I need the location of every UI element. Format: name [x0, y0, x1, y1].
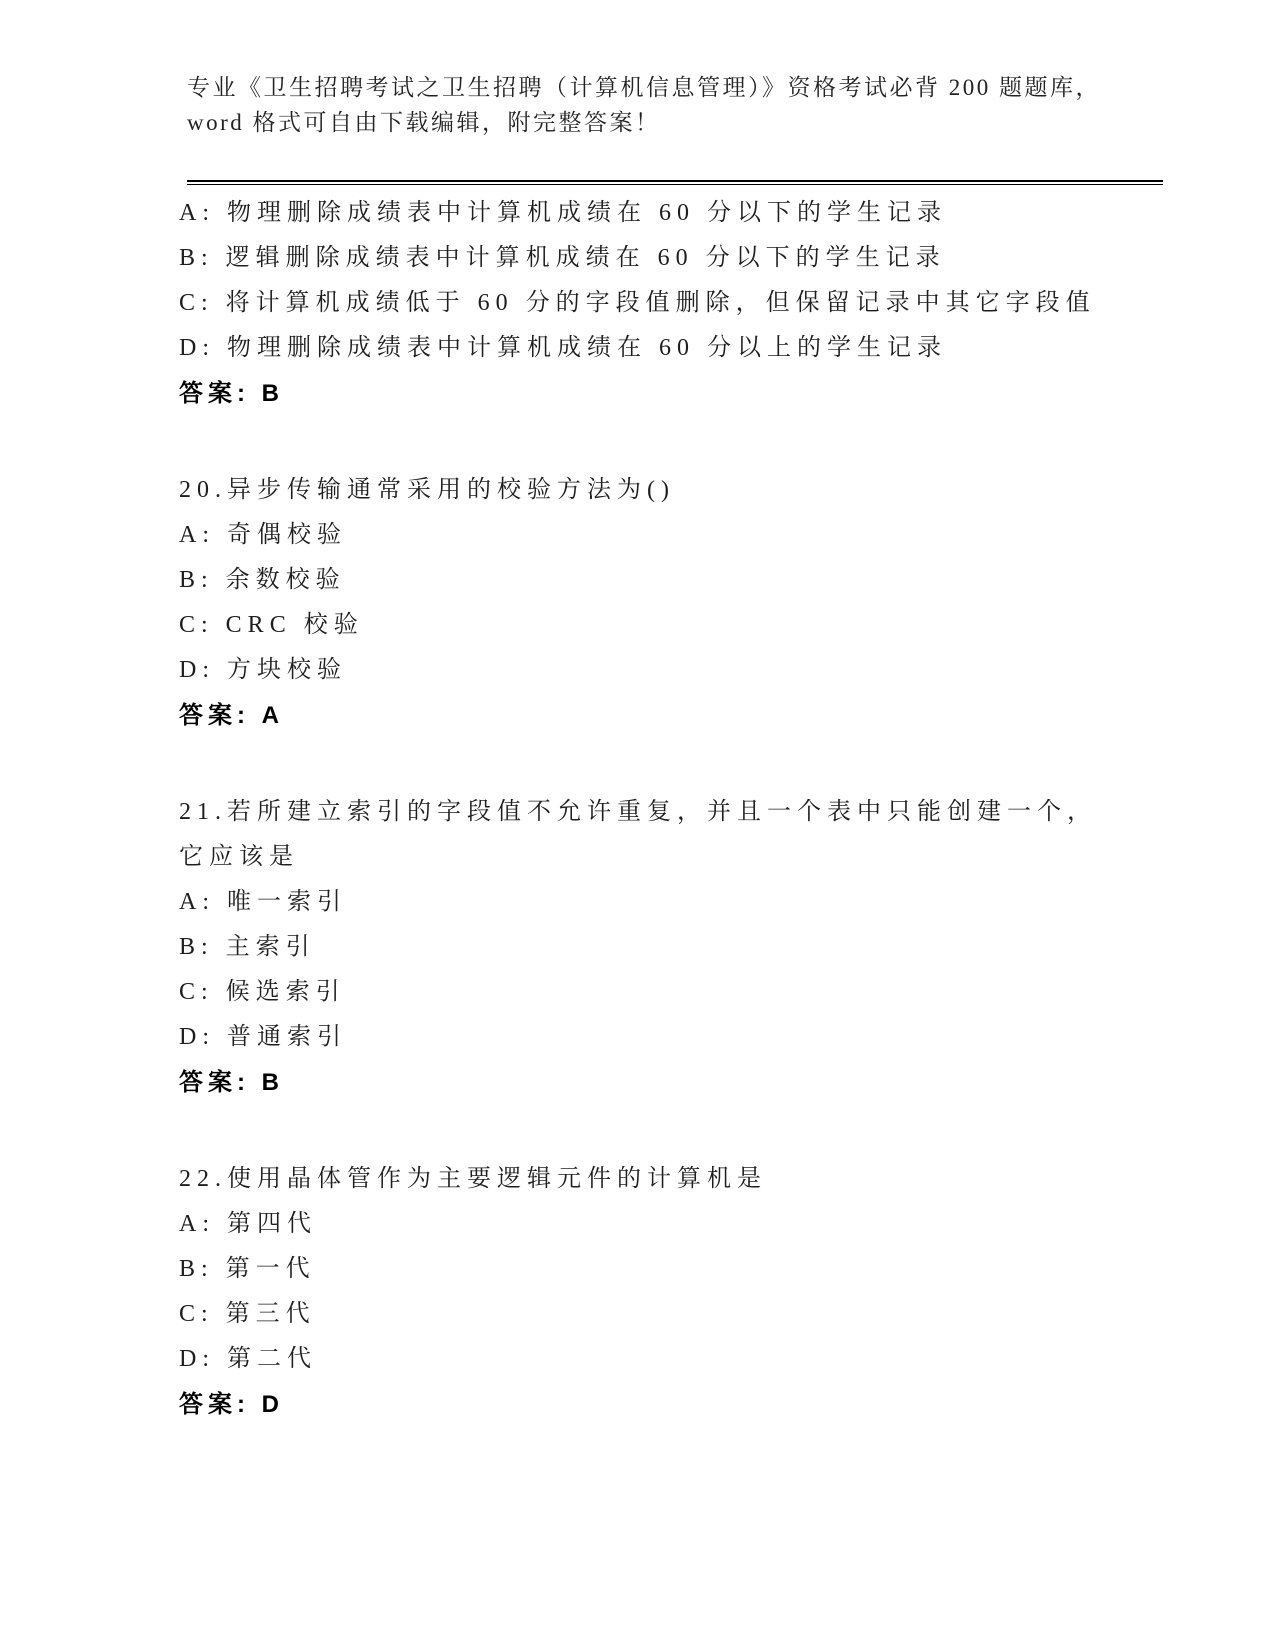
option-line-a: A: 唯一索引 — [179, 889, 347, 915]
question-block-20 — [179, 468, 1189, 738]
option-line-a: A: 奇偶校验 — [179, 522, 347, 548]
option-line-a: A: 第四代 — [179, 1211, 317, 1237]
question-block-22 — [179, 1157, 1189, 1427]
header-line-1: 专业《卫生招聘考试之卫生招聘（计算机信息管理）》资格考试必背 200 题题库， — [187, 75, 1101, 100]
answer-line: 答案: B — [179, 380, 284, 407]
option-line-b: B: 余数校验 — [179, 567, 346, 593]
page-header — [187, 70, 1167, 140]
question-block-19 — [179, 191, 1189, 416]
option-line-d: D: 方块校验 — [179, 657, 347, 683]
question-text-line: 21.若所建立索引的字段值不允许重复，并且一个表中只能创建一个， — [179, 799, 1097, 825]
question-text-line: 20.异步传输通常采用的校验方法为() — [179, 477, 675, 503]
option-line-c: C: 将计算机成绩低于 60 分的字段值删除，但保留记录中其它字段值 — [179, 290, 1096, 316]
question-block-21 — [179, 790, 1189, 1105]
option-line-d: D: 普通索引 — [179, 1024, 347, 1050]
header-line-2: word 格式可自由下载编辑，附完整答案！ — [187, 110, 661, 135]
question-text-line: 22.使用晶体管作为主要逻辑元件的计算机是 — [179, 1166, 767, 1192]
option-line-b: B: 逻辑删除成绩表中计算机成绩在 60 分以下的学生记录 — [179, 245, 946, 271]
option-line-a: A: 物理删除成绩表中计算机成绩在 60 分以下的学生记录 — [179, 200, 947, 226]
answer-line: 答案: B — [179, 1069, 284, 1096]
option-line-b: B: 第一代 — [179, 1256, 316, 1282]
option-line-b: B: 主索引 — [179, 934, 316, 960]
option-line-c: C: 候选索引 — [179, 979, 346, 1005]
header-divider-rule — [187, 180, 1163, 185]
option-line-c: C: 第三代 — [179, 1301, 316, 1327]
option-line-c: C: CRC 校验 — [179, 612, 364, 638]
answer-line: 答案: A — [179, 702, 284, 729]
option-line-d: D: 物理删除成绩表中计算机成绩在 60 分以上的学生记录 — [179, 335, 947, 361]
option-line-d: D: 第二代 — [179, 1346, 317, 1372]
document-body — [179, 191, 1189, 1427]
answer-line: 答案: D — [179, 1391, 284, 1418]
question-text-continuation: 它应该是 — [179, 844, 299, 870]
